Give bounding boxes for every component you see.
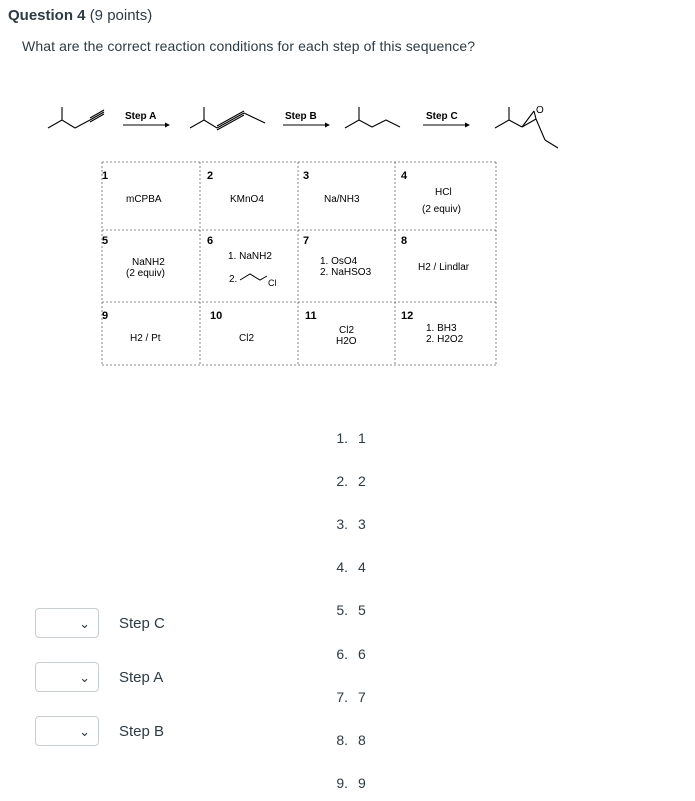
cell-6-chloride: Cl	[268, 278, 277, 288]
cell-2-number: 2	[207, 170, 214, 182]
molecule-3	[345, 107, 400, 128]
cell-8-number: 8	[401, 235, 408, 247]
chevron-down-icon: ⌄	[79, 670, 90, 685]
cell-6-number: 6	[207, 235, 214, 247]
cell-4-number: 4	[401, 170, 408, 182]
cell-10-number: 10	[210, 310, 223, 322]
cell-4-reagent-line2: (2 equiv)	[422, 204, 461, 215]
cell-12-reagent-line2: 2. H2O2	[426, 334, 464, 345]
chevron-down-icon: ⌄	[79, 724, 90, 739]
match-label: Step A	[119, 668, 164, 686]
question-title: Question 4	[8, 7, 86, 24]
option-item: 1. 1	[336, 430, 366, 446]
reaction-scheme-svg	[40, 95, 580, 385]
option-item: 8. 8	[336, 732, 366, 748]
cell-1-reagent: mCPBA	[126, 194, 162, 205]
option-item: 6. 6	[336, 646, 366, 662]
option-item: 5. 5	[336, 602, 366, 618]
reaction-figure	[40, 95, 580, 385]
step-c-answer-select[interactable]	[35, 608, 99, 638]
cell-6-reagent-line1: 1. NaNH2	[228, 251, 272, 262]
cell-11-reagent-line1: Cl2	[339, 325, 355, 336]
cell-5-reagent-line1: NaNH2	[132, 257, 165, 268]
match-label: Step B	[119, 722, 165, 740]
cell-5-reagent-line2: (2 equiv)	[126, 268, 165, 279]
molecule-4-epoxide	[495, 107, 558, 148]
option-item: 9. 9	[336, 775, 366, 791]
cell-3-number: 3	[303, 170, 310, 182]
cell-9-number: 9	[102, 310, 109, 322]
question-header	[8, 7, 152, 24]
step-a-answer-select[interactable]	[35, 662, 99, 692]
step-c-label: Step C	[426, 111, 458, 122]
step-b-answer-select[interactable]	[35, 716, 99, 746]
epoxide-oxygen: O	[536, 105, 544, 116]
cell-7-number: 7	[303, 235, 310, 247]
match-label: Step C	[119, 614, 165, 632]
question-points: (9 points)	[89, 7, 153, 24]
cell-6-reagent-line2: 2.	[229, 274, 238, 285]
molecule-1	[48, 107, 104, 128]
option-item: 4. 4	[336, 559, 366, 575]
option-item: 7. 7	[336, 689, 366, 705]
cell-7-reagent-line1: 1. OsO4	[320, 256, 358, 267]
cell-4-reagent-line1: HCl	[435, 187, 452, 198]
match-row-step-b	[35, 716, 164, 746]
chevron-down-icon: ⌄	[79, 616, 90, 631]
allyl-chloride-skeleton	[240, 274, 267, 280]
cell-11-number: 11	[305, 310, 317, 322]
cell-11-reagent-line2: H2O	[336, 336, 357, 347]
question-prompt: What are the correct reaction conditions for each step of this sequence?	[22, 38, 476, 54]
match-row-step-a	[35, 662, 163, 692]
step-a-label: Step A	[125, 111, 157, 122]
cell-7-reagent-line2: 2. NaHSO3	[320, 267, 372, 278]
cell-9-reagent: H2 / Pt	[130, 333, 161, 344]
cell-12-reagent-line1: 1. BH3	[426, 323, 457, 334]
cell-5-number: 5	[102, 235, 109, 247]
cell-1-number: 1	[102, 170, 109, 182]
cell-12-number: 12	[401, 310, 414, 322]
step-b-label: Step B	[285, 111, 317, 122]
match-row-step-c	[35, 608, 165, 638]
cell-8-reagent: H2 / Lindlar	[418, 262, 470, 273]
cell-2-reagent: KMnO4	[230, 194, 264, 205]
molecule-2	[190, 107, 265, 130]
cell-3-reagent: Na/NH3	[324, 194, 360, 205]
cell-10-reagent: Cl2	[239, 333, 255, 344]
option-item: 2. 2	[336, 473, 366, 489]
option-item: 3. 3	[336, 516, 366, 532]
